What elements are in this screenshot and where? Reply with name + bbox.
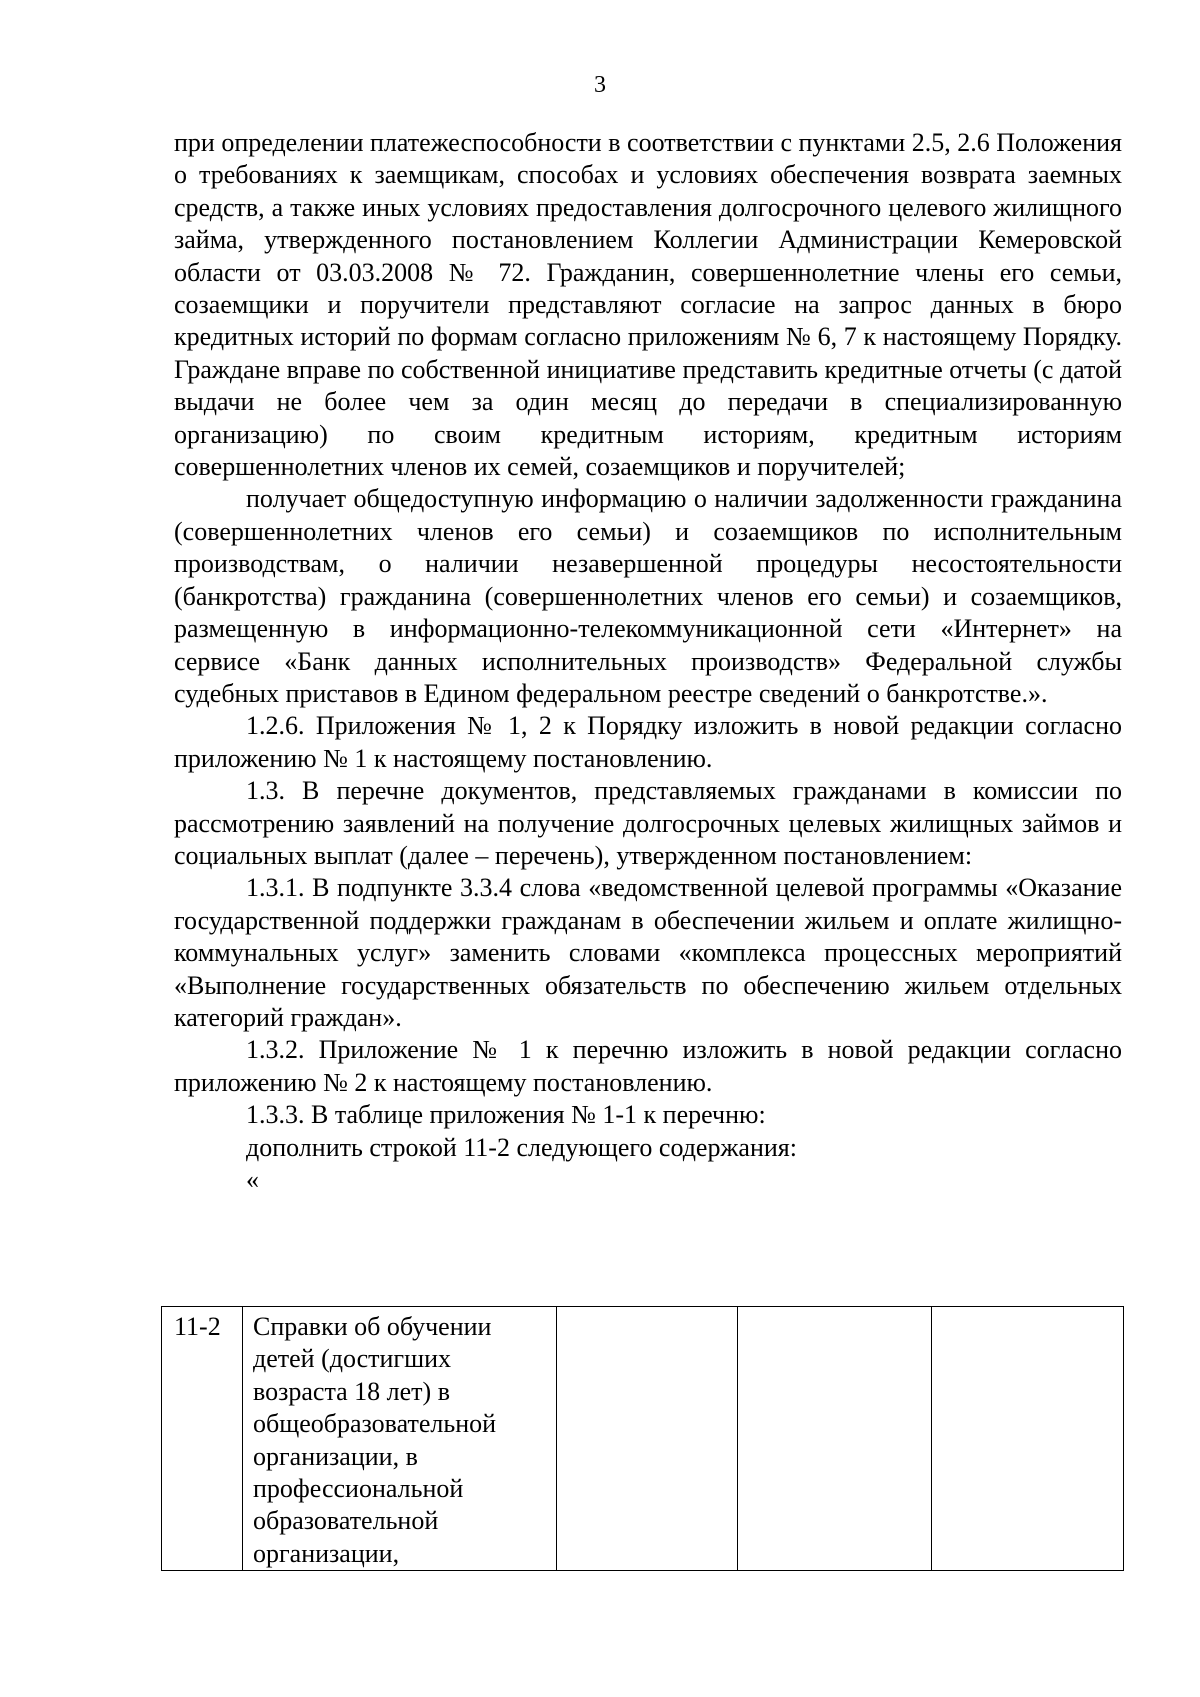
page-number: 3 <box>594 72 606 98</box>
row-empty-cell-5 <box>932 1307 1124 1571</box>
row-description-cell: Справки об обучении детей (достигших возраста 18 лет) в общеобразовательной организации, в профессиональной образовательной организации, <box>243 1307 557 1571</box>
row-empty-cell-3 <box>557 1307 738 1571</box>
document-body <box>174 127 1122 1196</box>
paragraph-add-row: дополнить строкой 11-2 следующего содержания: <box>246 1132 797 1162</box>
paragraph-solvency: при определении платежеспособности в соответствии с пунктами 2.5, 2.6 Положения о требованиях к заемщикам, способах и условиях обеспечения возврата заемных средств, а также иных условиях предоставления долгосрочного целевого жилищного займа, утвержденного постановлением Коллегии Администрации Кемеровской области от 03.03.2008 № 72. Гражданин, совершеннолетние члены его семьи, созаемщики и поручители представляют согласие на запрос данных в бюро кредитных историй по формам согласно приложениям № 6, 7 к настоящему Порядку. Граждане вправе по собственной инициативе представить кредитные отчеты (с датой выдачи не более чем за один месяц до передачи в специализированную организацию) по своим кредитным историям, кредитным историям совершеннолетних членов их семей, созаемщиков и поручителей; <box>174 128 1122 482</box>
paragraph-1-3-3: 1.3.3. В таблице приложения № 1-1 к перечню: <box>246 1100 766 1130</box>
opening-quote: « <box>246 1165 259 1194</box>
paragraph-1-3-1: 1.3.1. В подпункте 3.3.4 слова «ведомственной целевой программы «Оказание государственной поддержки гражданам в обеспечении жильем и оплате жилищно-коммунальных услуг» заменить словами «комплекса процессных мероприятий «Выполнение государственных обязательств по обеспечению жильем отдельных категорий граждан». <box>174 873 1122 1032</box>
table-row <box>162 1307 1124 1571</box>
paragraph-1-3-2: 1.3.2. Приложение № 1 к перечню изложить в новой редакции согласно приложению № 2 к настоящему постановлению. <box>174 1035 1122 1097</box>
paragraph-public-info: получает общедоступную информацию о наличии задолженности гражданина (совершеннолетних членов его семьи) и созаемщиков по исполнительным производствам, о наличии незавершенной процедуры несостоятельности (банкротства) гражданина (совершеннолетних членов его семьи) и созаемщиков, размещенную в информационно-телекоммуникационной сети «Интернет» на сервисе «Банк данных исполнительных производств» Федеральной службы судебных приставов в Едином федеральном реестре сведений о банкротстве.». <box>174 484 1122 708</box>
row-empty-cell-4 <box>738 1307 932 1571</box>
amendment-table <box>161 1306 1124 1571</box>
paragraph-1-2-6: 1.2.6. Приложения № 1, 2 к Порядку изложить в новой редакции согласно приложению № 1 к настоящему постановлению. <box>174 711 1122 773</box>
paragraph-1-3: 1.3. В перечне документов, представляемых гражданами в комиссии по рассмотрению заявлений на получение долгосрочных целевых жилищных займов и социальных выплат (далее – перечень), утвержденном постановлением: <box>174 776 1122 870</box>
row-number-cell: 11-2 <box>162 1307 243 1571</box>
